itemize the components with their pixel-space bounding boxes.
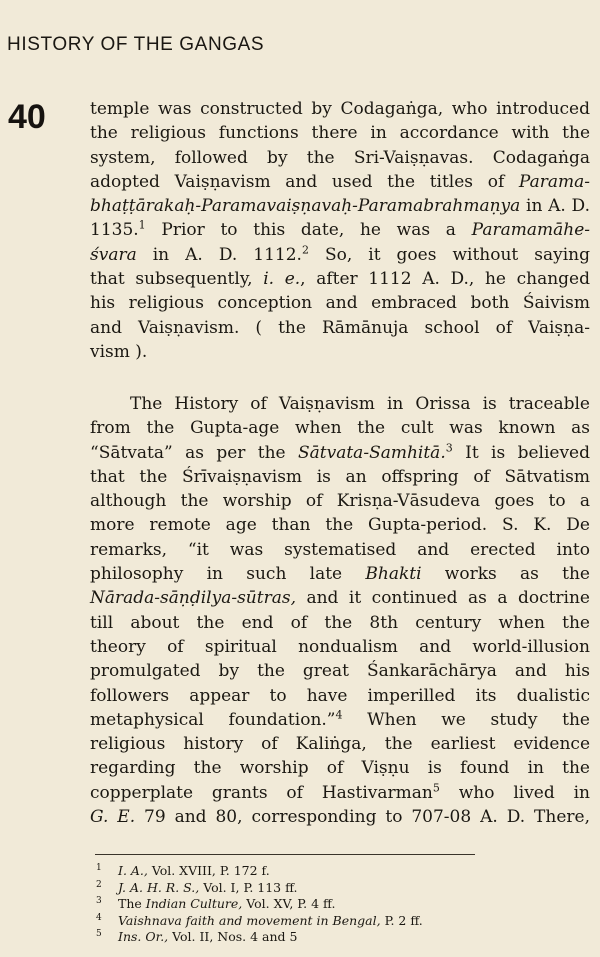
running-header: HISTORY OF THE GANGAS [7,34,265,55]
footnote: 3 The Indian Culture, Vol. XV, P. 4 ff. [96,896,336,911]
text-line: from the Gupta-age when the cult was known as [90,418,590,439]
footnote-ref: 2 [301,243,309,257]
text-line: although the worship of Krisṇa-Vāsudeva goes to a [90,491,590,512]
text-line: that subsequently, i. e., after 1112 A. D., he changed [90,269,590,290]
text-line: the religious functions there in accordance with the [90,123,590,144]
text-line: that the Śrīvaiṣṇavism is an offspring of Sātvatism [90,466,590,487]
footnote-ref: 1 [138,218,146,232]
text-line: regarding the worship of Viṣṇu is found in the [90,758,590,779]
footnote: 1 I. A., Vol. XVIII, P. 172 f. [96,863,270,878]
text-line: followers appear to have imperilled its dualistic [90,685,590,706]
text-line: system, followed by the Sri-Vaiṣṇavas. Codagaṅga [90,147,590,168]
text-line: copperplate grants of Hastivarman$^5$ who lived in [90,781,590,803]
text-line: religious history of Kaliṅga, the earliest evidence [90,734,590,755]
footnote: 2 J. A. H. R. S., Vol. I, P. 113 ff. [96,879,298,895]
text-line: theory of spiritual nondualism and world-illusion [90,636,590,657]
text-line: G. E. 79 and 80, corresponding to 707-08 A. D. There, [90,807,590,828]
text-line: bhaṭṭārakaḥ-Paramavaiṣṇavaḥ-Paramabrahmaṇya in A. D. [90,196,590,217]
footnote-divider [95,854,475,855]
footnote: 4 Vaishnava faith and movement in Bengal, P. 2 ff. [96,912,423,928]
footnote: 5 Ins. Or., Vol. II, Nos. 4 and 5 [96,929,298,944]
text-line: promulgated by the great Śankarāchārya and his [90,661,590,682]
text-line: and Vaiṣṇavism. ( the Rāmānuja school of Vaiṣṇa- [90,317,590,338]
text-line: metaphysical foundation.”$^4$ When we study the [90,708,590,730]
text-line: Nārada-sāṇḍilya-sūtras, and it continued as a doctrine [90,588,590,609]
footnote-ref: 4 [335,708,343,722]
text-line: more remote age than the Gupta-period. S. K. De [90,515,590,536]
text-line: temple was constructed by Codagaṅga, who introduced [90,99,590,119]
footnotes [96,863,558,946]
page-number: 40 [8,98,46,136]
text-line: śvara in A. D. 1112.$^2$ So, it goes without saying [90,243,590,265]
text-line: The History of Vaiṣṇavism in Orissa is traceable [130,394,590,414]
paragraph-2 [90,392,590,829]
text-line: till about the end of the 8th century when the [90,612,590,633]
text-line: philosophy in such late Bhakti works as the [90,564,590,585]
text-line: adopted Vaiṣṇavism and used the titles of Parama- [90,171,590,192]
text-line: his religious conception and embraced both Śaivism [90,293,590,314]
text-line: remarks, “it was systematised and erected into [90,539,590,560]
text-line: 1135.$^1$ Prior to this date, he was a Paramamāhe- [90,218,590,241]
footnote-ref: 3 [445,440,453,454]
paragraph-1 [90,97,590,364]
footnote-ref: 5 [432,781,440,795]
text-line: “Sātvata” as per the Sātvata-Samhitā.$^3$ It is believed [90,440,591,463]
text-line: vism ). [90,341,148,362]
